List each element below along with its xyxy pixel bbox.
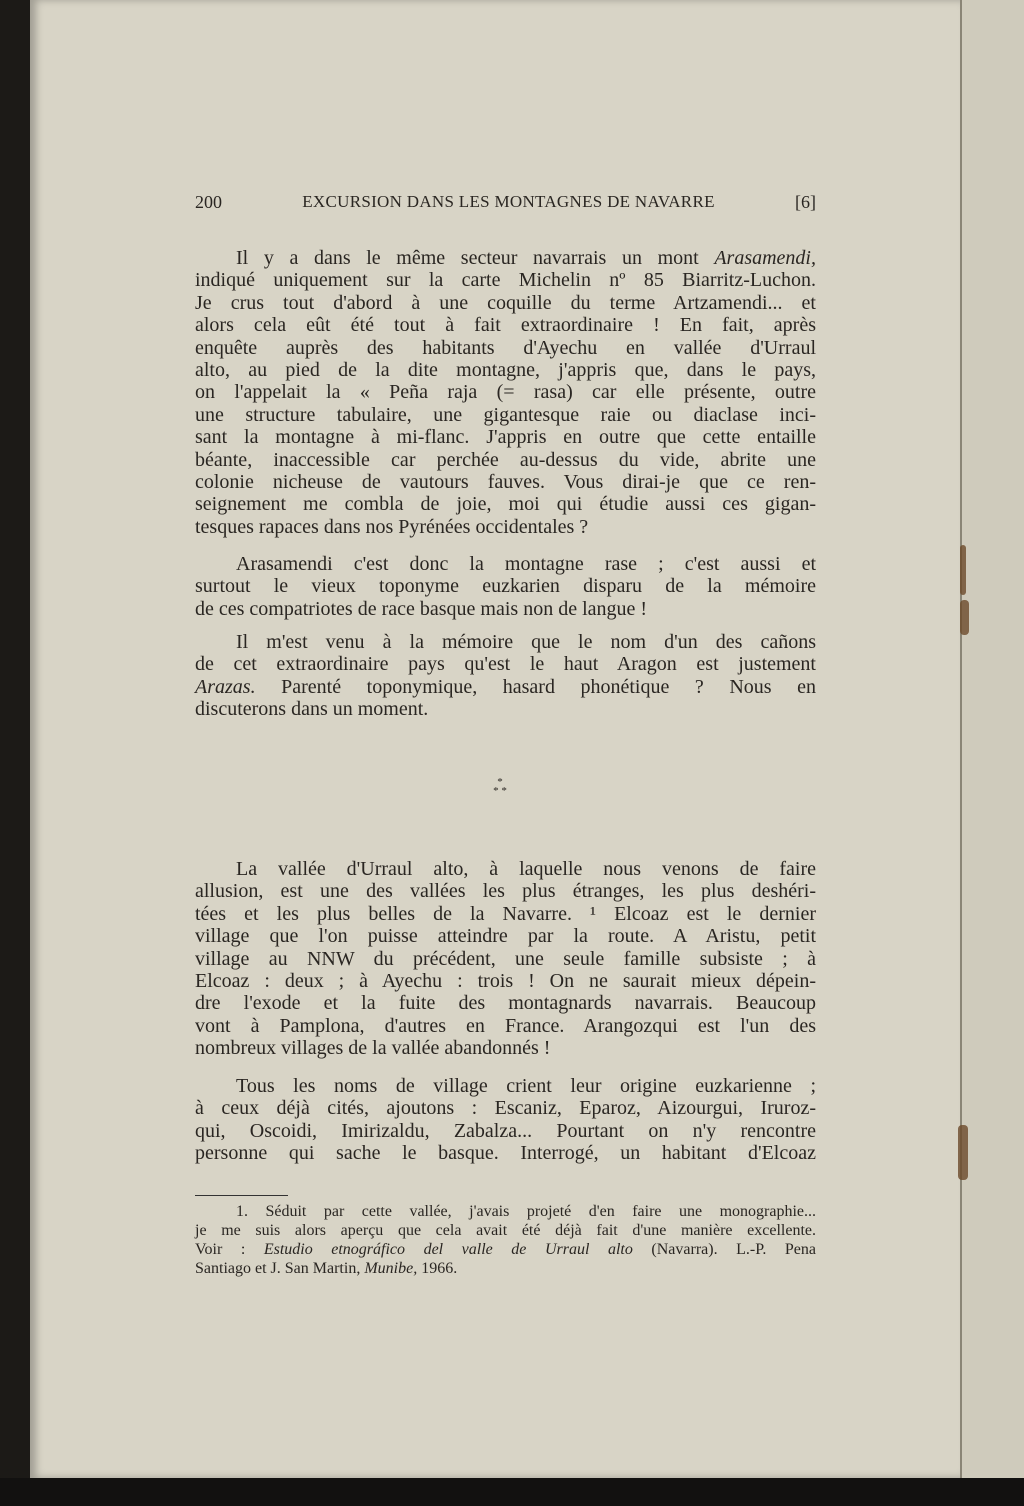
text-run: surtout le vieux toponyme euzkarien disparu de la mémoire <box>195 575 816 598</box>
asterism: * * * <box>493 776 507 797</box>
text-run: Santiago et J. San Martin, <box>195 1260 365 1277</box>
paragraph <box>195 1075 816 1165</box>
text-line <box>195 1240 816 1259</box>
text-line <box>195 404 816 426</box>
text-line <box>195 880 816 902</box>
facing-page-edge <box>960 0 1024 1478</box>
paragraph <box>195 631 816 721</box>
text-run: enquête auprès des habitants d'Ayechu en vallée d'Urraul <box>195 336 816 359</box>
text-run: nombreux villages de la vallée abandonnés ! <box>195 1037 551 1060</box>
text-line <box>195 1120 816 1142</box>
text-run: village au NNW du précédent, une seule famille subsiste ; à <box>195 947 816 970</box>
text-line <box>195 970 816 992</box>
text-run: sant la montagne à mi-flanc. J'appris en outre que cette entaille <box>195 426 816 449</box>
text-run: tées et les plus belles de la Navarre. ¹ Elcoaz est le dernier <box>195 902 816 925</box>
text-run: Arasamendi c'est donc la montagne rase ; c'est aussi et <box>236 553 816 575</box>
text-run: 1966. <box>417 1260 458 1277</box>
running-title: EXCURSION DANS LES MONTAGNES DE NAVARRE <box>302 192 715 211</box>
text-line <box>195 903 816 925</box>
text-run: Voir : <box>195 1241 264 1258</box>
text-run: on l'appelait la « Peña raja (= rasa) car elle présente, outre <box>195 381 816 404</box>
text-line <box>195 247 816 269</box>
text-run: 1. Séduit par cette vallée, j'avais projeté d'en faire une monographie... <box>236 1203 816 1220</box>
text-run: (Navarra). L.-P. Pena <box>632 1241 817 1258</box>
text-run: alors cela eût été tout à fait extraordinaire ! En fait, après <box>195 314 816 337</box>
text-line <box>195 471 816 493</box>
running-header <box>195 192 816 213</box>
text-line <box>195 1037 816 1059</box>
text-run: de cet extraordinaire pays qu'est le haut Aragon est justement <box>195 653 816 676</box>
text-run: qui, Oscoidi, Imirizaldu, Zabalza... Pourtant on n'y rencontre <box>195 1119 816 1142</box>
text-line <box>195 992 816 1014</box>
text-line <box>195 269 816 291</box>
binding-stain <box>960 600 969 635</box>
text-line <box>195 631 816 653</box>
text-line <box>195 493 816 515</box>
paragraph <box>195 858 816 1060</box>
text-run: à ceux déjà cités, ajoutons : Escaniz, Eparoz, Aizourgui, Iruroz- <box>195 1097 816 1120</box>
text-run: je me suis alors aperçu que cela avait été déjà fait d'une manière excellente. <box>195 1222 816 1239</box>
italic-text: Arasamendi, <box>714 247 816 269</box>
text-run: seignement me combla de joie, moi qui étudie aussi ces gigan- <box>195 493 816 516</box>
text-run: Elcoaz : deux ; à Ayechu : trois ! On ne saurait mieux dépein- <box>195 969 816 992</box>
footnote <box>195 1202 816 1278</box>
text-line <box>195 337 816 359</box>
text-line <box>195 575 816 597</box>
text-run: discuterons dans un moment. <box>195 698 429 721</box>
text-run: indiqué uniquement sur la carte Michelin nº 85 Biarritz-Luchon. <box>195 269 816 292</box>
text-line <box>195 292 816 314</box>
text-line <box>195 598 816 620</box>
paragraph <box>195 247 816 538</box>
footnote-rule <box>195 1195 288 1196</box>
text-line <box>195 676 816 698</box>
text-line <box>195 1097 816 1119</box>
italic-text: Estudio etnográfico del valle de Urraul alto <box>263 1241 633 1258</box>
text-run: alto, au pied de la dite montagne, j'appris que, dans le pays, <box>195 358 816 381</box>
text-run: tesques rapaces dans nos Pyrénées occidentales ? <box>195 515 589 538</box>
text-line <box>195 449 816 471</box>
text-line <box>195 381 816 403</box>
text-run: village que l'on puisse atteindre par la route. A Aristu, petit <box>195 925 816 948</box>
text-line <box>195 426 816 448</box>
text-run: de ces compatriotes de race basque mais non de langue ! <box>195 597 648 620</box>
text-run: La vallée d'Urraul alto, à laquelle nous venons de faire <box>236 858 816 880</box>
text-run: Tous les noms de village crient leur origine euzkarienne ; <box>236 1075 816 1097</box>
text-run: béante, inaccessible car perchée au-dessus du vide, abrite une <box>195 448 816 471</box>
paragraph <box>195 553 816 620</box>
italic-text: Arazas. <box>195 675 256 698</box>
text-line <box>195 1259 816 1278</box>
text-run: dre l'exode et la fuite des montagnards navarrais. Beaucoup <box>195 992 816 1015</box>
scan-background <box>0 1478 1024 1506</box>
text-line <box>195 1142 816 1164</box>
text-line <box>195 698 816 720</box>
text-run: une structure tabulaire, une gigantesque raie ou diaclase inci- <box>195 403 816 426</box>
text-line <box>195 858 816 880</box>
text-run: Je crus tout d'abord à une coquille du terme Artzamendi... et <box>195 291 816 314</box>
text-line <box>195 1075 816 1097</box>
text-run: Il y a dans le même secteur navarrais un mont <box>236 247 715 269</box>
italic-text: Munibe, <box>364 1260 418 1277</box>
page-number: 200 <box>195 192 222 212</box>
text-line <box>195 553 816 575</box>
text-run: vont à Pamplona, d'autres en France. Arangozqui est l'un des <box>195 1014 816 1037</box>
text-line <box>195 948 816 970</box>
text-line <box>195 653 816 675</box>
text-line <box>195 314 816 336</box>
text-run: colonie nicheuse de vautours fauves. Vous dirai-je que ce ren- <box>195 470 816 493</box>
text-run: allusion, est une des vallées les plus étranges, les plus deshéri- <box>195 880 816 903</box>
text-line <box>195 1015 816 1037</box>
text-run: Il m'est venu à la mémoire que le nom d'un des cañons <box>236 631 816 653</box>
text-line <box>195 925 816 947</box>
text-line <box>195 359 816 381</box>
text-line <box>195 1221 816 1240</box>
text-line <box>195 516 816 538</box>
binding-stain <box>958 1125 968 1180</box>
text-line <box>195 1202 816 1221</box>
section-number: [6] <box>795 192 816 212</box>
text-run: Parenté toponymique, hasard phonétique ? Nous en <box>255 675 816 698</box>
binding-stain <box>960 545 966 595</box>
text-run: personne qui sache le basque. Interrogé, un habitant d'Elcoaz <box>195 1142 816 1165</box>
